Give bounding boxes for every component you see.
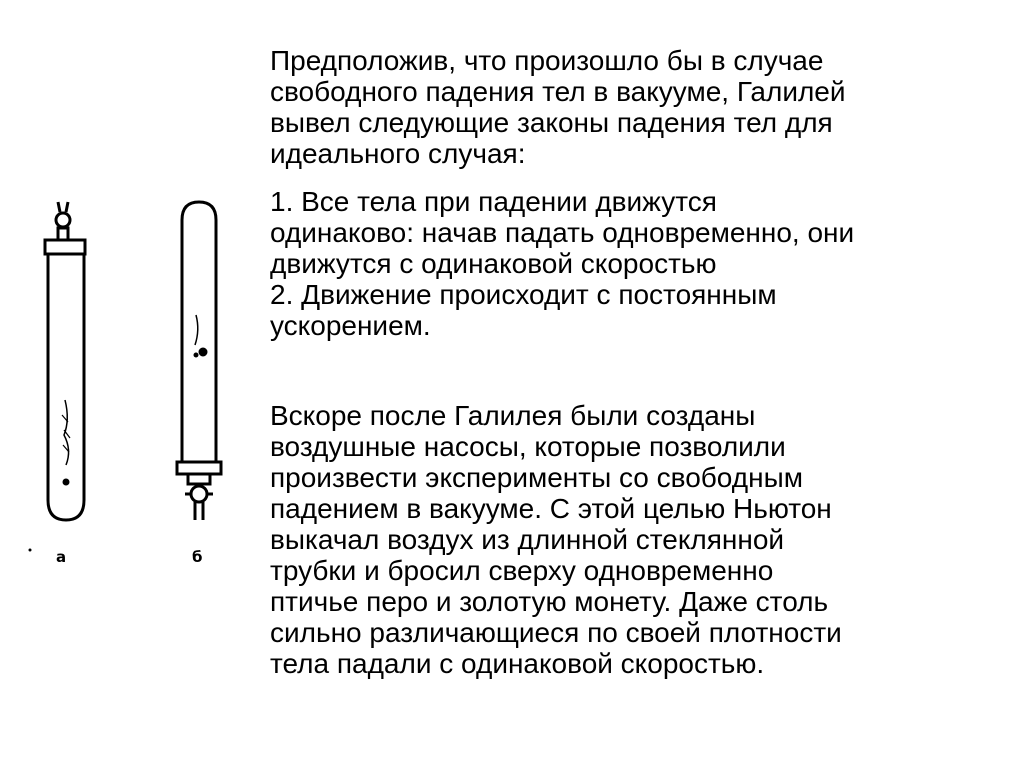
intro-paragraph: Предположив, что произошло бы в случае свободного падения тел в вакууме, Галилей вывел следующие законы падения тел для идеального случая: xyxy=(270,45,846,169)
tube-b xyxy=(177,202,221,520)
vacuum-tubes-drawing xyxy=(20,190,250,580)
tube-a-contents xyxy=(62,400,70,485)
tube-a xyxy=(45,202,85,520)
vacuum-tubes-figure xyxy=(20,190,250,580)
tube-b-label: б xyxy=(192,548,203,566)
tube-a-label: а xyxy=(56,548,67,566)
tube-b-contents xyxy=(194,315,207,357)
laws-paragraph: 1. Все тела при падении движутся одинаково: начав падать одновременно, они движутся с одинаковой скоростью 2. Движение происходит с постоянным ускорением. xyxy=(270,186,855,341)
newton-paragraph: Вскоре после Галилея были созданы воздушные насосы, которые позволили произвести эксперименты со свободным падением в вакууме. С этой целью Ньютон выкачал воздух из длинной стеклянной трубки и бросил сверху одновременно птичье перо и золотую монету. Даже столь сильно различающиеся по своей плотности тела падали с одинаковой скоростью. xyxy=(270,400,842,679)
